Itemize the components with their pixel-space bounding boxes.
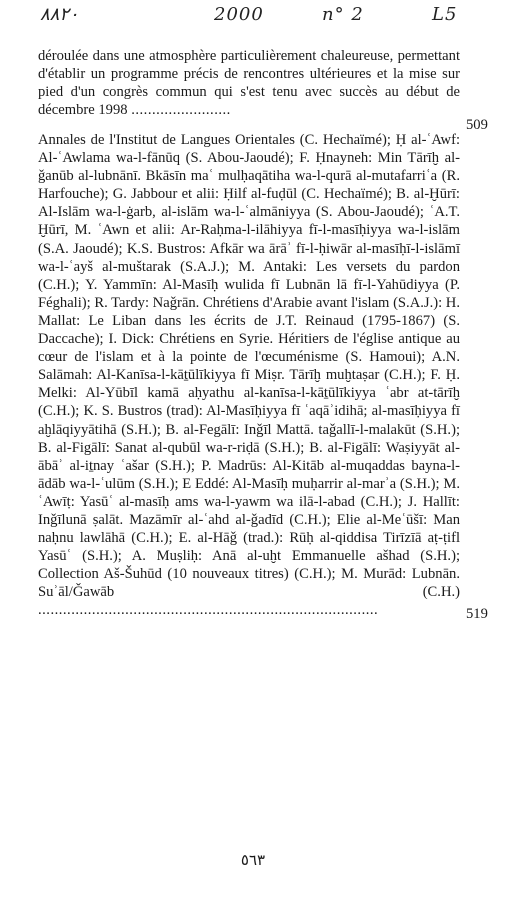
toc-entry-1-leader: ........................ [131, 102, 231, 119]
toc-entry-1-page: 509 [466, 117, 488, 133]
toc-entry-1 [38, 47, 460, 119]
handwritten-mark-1: ۸۸۲۰ [40, 4, 79, 25]
handwritten-mark-3: n° 2 [322, 4, 364, 25]
toc-entry-2-text: Annales de l'Institut de Langues Orientales (C. Hechaïmé); Ḥ al-ʿAwf: Al-ʿAwlama wa-l-fānūq (S. Abou-Jaoudé); F. Ḥnayneh: Min Tārīḫ al-ǧanūb al-lubnānī. Bkāsīn maʿ mulḥaqātiha wa-l-qurā al-mutafarriʿa (R. Harfouche); G. Jabbour et alii: Ḥilf al-fuḍūl (C. Hechaïmé); B. al-Ḫūrī: Al-Islām wa-l-ġarb, al-islām wa-l-ʿalmāniyya (S. Abou-Jaoudé); ʿA.T. Ḫūrī, M. ʿAwn et alii: Ar-Raḥma-l-ilāhiyya fī-l-masīḥiyya wa-l-islām (S.A. Jaoudé); K.S. Bustros: Afkār wa ārāʾ fī-l-ḥiwār al-masīḥī-l-islāmī wa-l-ʿayš al-muštarak (S.A.J.); M. Antaki: Les versets du pardon (C.H.); Y. Yammīn: Al-Masīḥ wulida fī Lubnān lā fī-l-Yahūdiyya (P. Féghali); R. Tardy: Naǧrān. Chrétiens d'Arabie avant l'islam (S.A.J.): H. Mallat: Le Liban dans les écrits de J.T. Reinaud (1795-1867) (S. Daccache); I. Dick: Chrétiens en Syrie. Héritiers de l'église antique au cœur de l'islam et à la pointe de l'œcuménisme (S. Hamoui); A.N. Salāmah: Al-Kanīsa-l-kāṯūlīkiyya fī Miṣr. Tārīḫ muḫtaṣar (C.H.); F. Ḥ. Melki: Al-Yūbīl kamā aḥyathu al-kanīsa-l-kāṯūlīkiyya ʿabr at-tārīḫ (C.H.); K. S. Bustros (trad): Al-Masīḥiyya fī ʿaqāʾidihā; al-masīḥiyya fī aḫlāqiyyātihā (S.H.); B. al-Fegālī: Inǧīl Mattā. taǧallī-l-malakūt (S.H.); B. al-Figālī: Sanat al-qubūl wa-r-riḍā (S.H.); B. al-Figālī: Waṣiyyāt al-ābāʾ al-iṯnay ʿašar (S.H.); P. Madrūs: Al-Kitāb al-muqaddas bayna-l-ādāb wa-l-ʿulūm (S.H.); E Eddé: Al-Masīḥ muḥarrir al-marʾa (S.H.); M. ʿAwīṭ: Yasūʿ al-masīḥ ams wa-l-yawm wa ilā-l-abad (C.H.); J. Hallīt: Inǧīlunā ṣalāt. Mazāmīr al-ʿahd al-ǧadīd (C.H.); Elie al-Meʿūšī: Man naḥnu lawlāhā (C.H.); E. al-Hāǧ (trad.): Rūḥ al-qiddisa Tirīzīā aṭ-ṭifl Yasūʿ (S.H.); A. Muṣliḥ: Anā al-uḫt Emmanuelle ašhad (S.H.); Collection Aš-Šuhūd (10 nouveaux titres) (C.H.); M. Murād: Lubnān. Suʾāl/Ǧawāb (C.H.) [38, 132, 460, 601]
handwritten-mark-4: L5 [432, 4, 458, 25]
toc-entry-2-page: 519 [466, 606, 488, 622]
toc-entry-1-text: déroulée dans une atmosphère particulièrement chaleureuse, permettant d'établir un programme précis de rencontres ultérieures et la mise sur pied d'un congrès commun qui s'est tenu avec succès au début de décembre 1998 [38, 48, 460, 119]
handwritten-mark-2: 2000 [214, 4, 264, 25]
footer-page-number: ٥٦٣ [240, 851, 266, 869]
toc-entry-2-leader: .................................................................................. [38, 602, 379, 619]
toc-entry-2 [38, 131, 460, 620]
